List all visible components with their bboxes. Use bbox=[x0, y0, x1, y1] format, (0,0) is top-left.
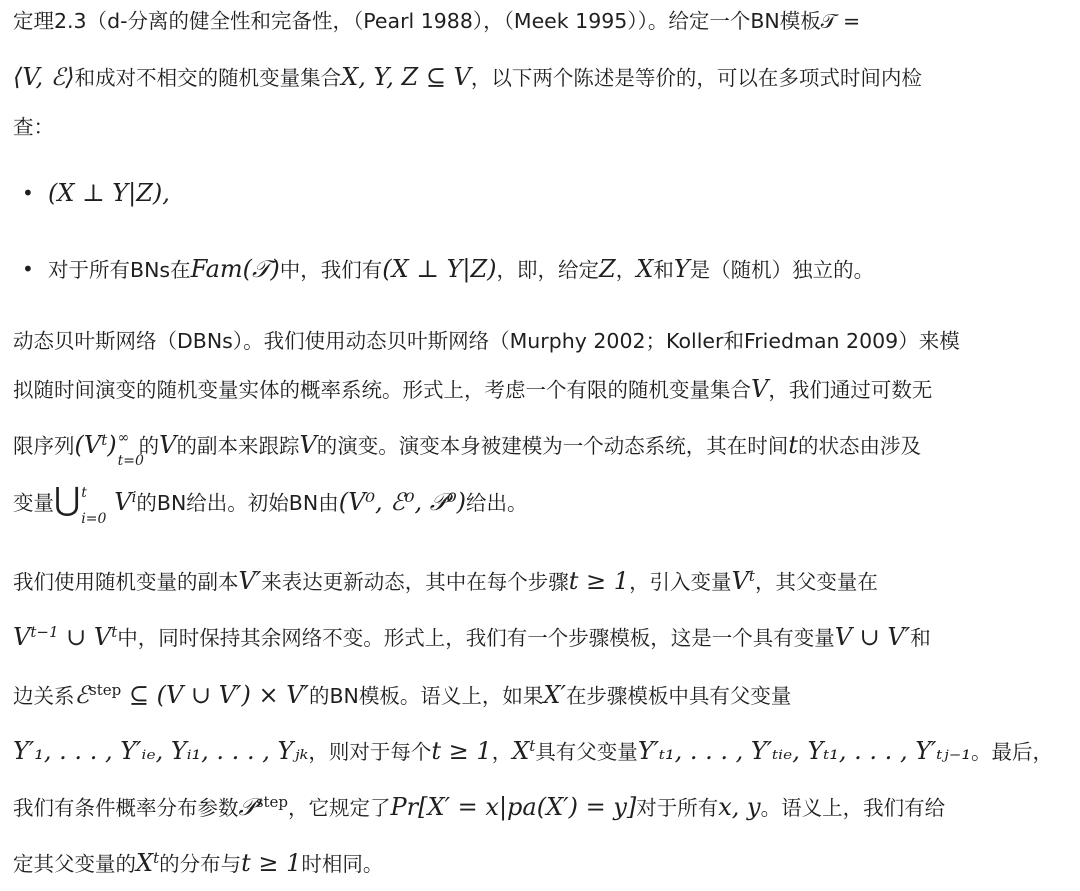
dbn-sequence-math bbox=[74, 430, 144, 469]
step-text-4c: 。最后， bbox=[971, 740, 1054, 764]
step-line-4 bbox=[13, 736, 1053, 767]
step-vprime: V′ bbox=[238, 567, 262, 595]
y-math: Y bbox=[673, 255, 690, 283]
bullet-2-comma: ， bbox=[615, 258, 637, 282]
step-v-base: V bbox=[13, 623, 31, 651]
dbn-union-math bbox=[54, 480, 137, 527]
step-vt-sup: t bbox=[748, 566, 755, 585]
dbn-text-4b: 的BN给出。初始BN由 bbox=[136, 491, 339, 515]
dbn-text-3a: 限序列 bbox=[13, 434, 75, 458]
step-text-3c: 在步骤模板中具有父变量 bbox=[565, 684, 792, 708]
step-x-t-sup: t bbox=[153, 848, 160, 867]
seq-limits bbox=[117, 430, 144, 469]
union-symbol: ⋃ bbox=[54, 480, 81, 518]
union-sup: t bbox=[81, 485, 87, 501]
step-xy: x, y bbox=[718, 793, 761, 821]
step-rel: ⊆ (V ∪ V′) × V′ bbox=[121, 681, 309, 709]
step-t-geq-1-c: t ≥ 1 bbox=[241, 849, 302, 877]
step-parents-union bbox=[13, 623, 117, 651]
family-math: Fam(𝒯) bbox=[190, 255, 280, 283]
dbn-text-4c: 给出。 bbox=[466, 491, 528, 515]
theorem-variable-sets: X, Y, Z ⊆ V bbox=[341, 63, 471, 91]
step-text-5d: 。语义上，我们有给 bbox=[760, 796, 946, 820]
step-text-2a: 中，同时保持其余网络不变。形式上，我们有一个步骤模板，这是一个具有变量 bbox=[117, 626, 835, 650]
dbn-text-1: 动态贝叶斯网络（DBNs）。我们使用动态贝叶斯网络（Murphy 2002；Koller和Friedman 2009）来模 bbox=[13, 329, 960, 353]
step-e-sup: step bbox=[89, 680, 122, 699]
dbn-v-math-2: V bbox=[159, 431, 177, 459]
step-text-1b: 来表达更新动态，其中在每个步骤 bbox=[261, 570, 569, 594]
step-edge-relation bbox=[75, 681, 309, 709]
dbn-text-4a: 变量 bbox=[13, 491, 54, 515]
step-text-6b: 的分布与 bbox=[159, 852, 242, 876]
seq-sub-t0: t=0 bbox=[117, 453, 144, 469]
step-p-base: 𝒫 bbox=[238, 793, 256, 821]
theorem-text-3: 查： bbox=[13, 115, 54, 139]
theorem-text-2b: ，以下两个陈述是等价的，可以在多项式时间内检 bbox=[470, 66, 922, 90]
union-v-sup: i bbox=[131, 487, 137, 506]
dbn-v-math: V bbox=[751, 375, 769, 403]
step-v-sup-t: t bbox=[111, 622, 118, 641]
step-parent-list: Y′₁, . . . , Y′ᵢₑ, Yᵢ₁, . . . , Yⱼₖ bbox=[13, 737, 309, 765]
step-text-4b: 具有父变量 bbox=[535, 740, 638, 764]
dbn-text-3c: 的副本来跟踪 bbox=[176, 434, 300, 458]
bullet-2-text-c: ，即，给定 bbox=[496, 258, 600, 282]
step-line-3 bbox=[13, 680, 791, 711]
union-v: V bbox=[114, 488, 132, 516]
theorem-line-3 bbox=[13, 112, 54, 142]
step-line-6 bbox=[13, 848, 383, 879]
dbn-line-3 bbox=[13, 430, 921, 469]
z-math: Z bbox=[599, 255, 616, 283]
step-x-t bbox=[136, 849, 159, 877]
step-xprime: X′ bbox=[543, 681, 566, 709]
independence-math: (X ⊥ Y|Z) bbox=[382, 255, 497, 283]
bullet-2-text-d: 是（随机）独立的。 bbox=[689, 258, 875, 282]
step-line-2 bbox=[13, 622, 931, 653]
step-line-5 bbox=[13, 792, 945, 823]
bullet-2-text-a: 对于所有BNs在 bbox=[48, 258, 191, 282]
step-text-3b: 的BN模板。语义上，如果 bbox=[308, 684, 544, 708]
theorem-line-2 bbox=[13, 62, 922, 93]
theorem-text-1: 定理2.3（d-分离的健全性和完备性，（Pearl 1988），（Meek 1995））。给定一个BN模板𝒯 = bbox=[13, 9, 861, 33]
step-text-6c: 时相同。 bbox=[301, 852, 384, 876]
dbn-text-3e: 的状态由涉及 bbox=[797, 434, 921, 458]
theorem-line-1 bbox=[13, 6, 860, 36]
independence-statement: (X ⊥ Y|Z), bbox=[48, 179, 170, 207]
seq-open: (V bbox=[74, 431, 102, 459]
seq-sup-inf: ∞ bbox=[117, 430, 130, 446]
step-xt-sup: t bbox=[529, 736, 536, 755]
dbn-line-4 bbox=[13, 480, 528, 527]
step-text-1a: 我们使用随机变量的副本 bbox=[13, 570, 239, 594]
step-v-sup-tm1: t−1 bbox=[30, 622, 59, 641]
bullet-2-text-b: 中，我们有 bbox=[279, 258, 383, 282]
bullet-dot-1: • bbox=[22, 181, 34, 205]
step-p-sup: step bbox=[255, 792, 289, 811]
step-text-1c: ，引入变量 bbox=[629, 570, 732, 594]
dbn-t-math: t bbox=[788, 431, 798, 459]
dbn-text-3b: 的 bbox=[138, 434, 160, 458]
dbn-initial-tuple: (V⁰, ℰ⁰, 𝒫⁰) bbox=[338, 488, 466, 516]
bullet-2-and: 和 bbox=[653, 258, 674, 282]
bullet-dot-2: • bbox=[22, 257, 34, 281]
step-vt-base: V bbox=[731, 567, 749, 595]
step-t-geq-1-b: t ≥ 1 bbox=[431, 737, 492, 765]
union-sub: i=0 bbox=[81, 511, 107, 527]
step-text-4a: ，则对于每个 bbox=[308, 740, 432, 764]
bullet-text-1 bbox=[48, 178, 170, 209]
step-line-1 bbox=[13, 566, 878, 597]
step-text-6a: 定其父变量的 bbox=[13, 852, 136, 876]
step-v-union-vprime: V ∪ V′ bbox=[834, 623, 911, 651]
dbn-text-3d: 的演变。演变本身被建模为一个动态系统，其在时间 bbox=[316, 434, 789, 458]
step-text-5a: 我们有条件概率分布参数 bbox=[13, 796, 239, 820]
step-xt bbox=[512, 737, 535, 765]
x-math: X bbox=[636, 255, 654, 283]
dbn-text-2a: 拟随时间演变的随机变量实体的概率系统。形式上，考虑一个有限的随机变量集合 bbox=[13, 378, 751, 402]
step-text-5b: ，它规定了 bbox=[288, 796, 391, 820]
step-vt bbox=[732, 567, 755, 595]
theorem-text-2a: 和成对不相交的随机变量集合 bbox=[74, 66, 342, 90]
step-parent-list-2: Y′ₜ₁, . . . , Y′ₜᵢₑ, Yₜ₁, . . . , Y′ₜⱼ₋₁ bbox=[637, 737, 972, 765]
dbn-v-math-3: V bbox=[299, 431, 317, 459]
seq-close: ) bbox=[107, 431, 117, 459]
bullet-text-2 bbox=[48, 254, 874, 285]
union-limits bbox=[80, 485, 114, 527]
dbn-text-2b: ，我们通过可数无 bbox=[768, 378, 933, 402]
step-x-t-base: X bbox=[136, 849, 154, 877]
seq-sup-t: t bbox=[101, 430, 108, 449]
step-p bbox=[239, 793, 289, 821]
step-text-4comma: ， bbox=[491, 740, 513, 764]
step-text-3a: 边关系 bbox=[13, 684, 75, 708]
step-t-geq-1: t ≥ 1 bbox=[568, 567, 630, 595]
step-text-1d: ，其父变量在 bbox=[754, 570, 878, 594]
dbn-line-1 bbox=[13, 326, 960, 356]
step-text-2b: 和 bbox=[910, 626, 931, 650]
step-text-5c: 对于所有 bbox=[636, 796, 719, 820]
step-e: ℰ bbox=[74, 681, 90, 709]
step-pr-expr: Pr[X′ = x|pa(X′) = y] bbox=[390, 793, 637, 821]
step-union-v: ∪ V bbox=[58, 623, 112, 651]
dbn-line-2 bbox=[13, 374, 932, 405]
theorem-template-tuple: ⟨V, ℰ⟩ bbox=[13, 63, 75, 91]
step-xt-base: X bbox=[512, 737, 530, 765]
